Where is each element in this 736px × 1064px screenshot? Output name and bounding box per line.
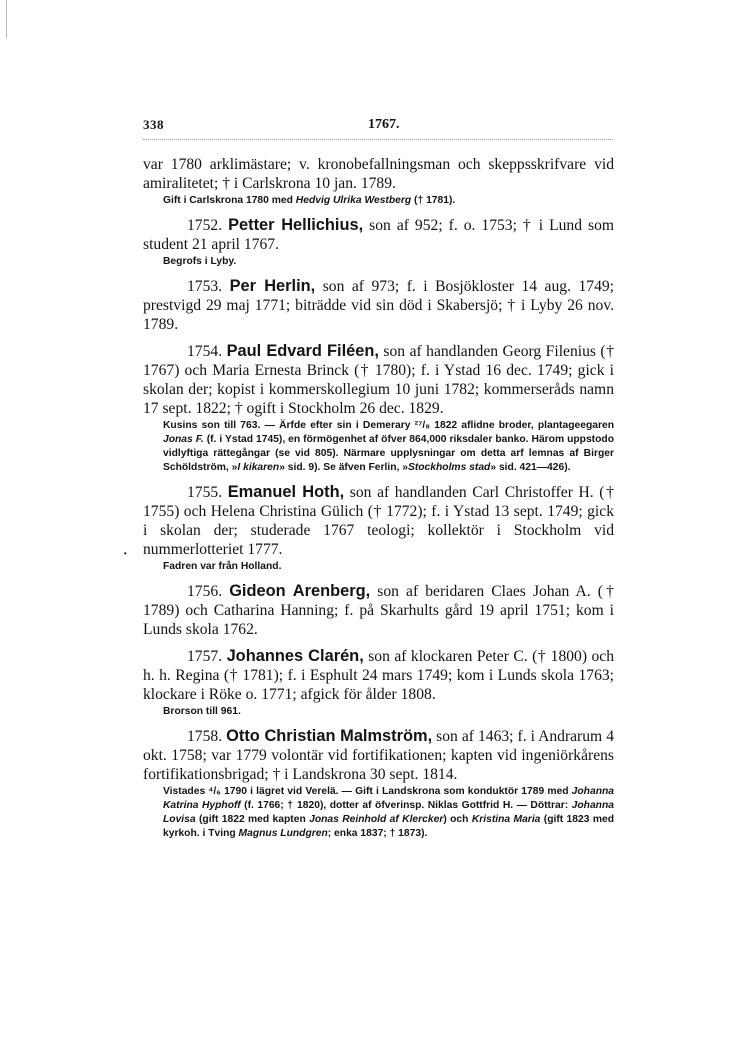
- entry-1758: [143, 727, 614, 841]
- entry-text: son af beridaren Claes Johan A. († 1789) och Catharina Hanning; f. på Skarhults gård 19 april 1751; kom i Lunds skola 1762.: [143, 583, 614, 638]
- entry-text: son af 973; f. i Bosjökloster 14 aug. 1749; prestvigd 29 maj 1771; biträdde vid sin död i Skabersjö; † i Lyby 26 nov. 1789.: [143, 278, 614, 333]
- page-header: [143, 117, 613, 137]
- entry-name: Johannes Clarén,: [226, 647, 364, 665]
- entry-1754: [143, 342, 614, 475]
- entry-1755: [143, 483, 614, 574]
- entry-note: Begrofs i Lyby.: [163, 256, 237, 267]
- entry-number: 1752.: [187, 217, 223, 234]
- entry-text: son af handlanden Carl Christoffer H. († 1755) och Helena Christina Gülich († 1772); f. i Ystad 13 sept. 1749; gick i skolan der; studerade 1767 teologi; kollektör i Stockholm vid nummerlotteriet 1777.: [143, 484, 614, 558]
- page-number: 338: [143, 117, 164, 132]
- entry-name: Otto Christian Malmström,: [226, 727, 433, 745]
- entry-name: Gideon Arenberg,: [229, 582, 371, 600]
- entry-text: son af klockaren Peter C. († 1800) och h. h. Regina († 1781); f. i Esphult 24 mars 1749; kom i Lunds skola 1763; klockare i Röke o. 1771; afgick för ålder 1808.: [143, 648, 615, 703]
- entry-1753: [143, 277, 614, 334]
- entry-number: 1758.: [187, 728, 223, 745]
- entry-name: Petter Hellichius,: [228, 216, 364, 234]
- entry-number: 1753.: [187, 278, 223, 295]
- header-rule: [143, 139, 613, 140]
- entry-name: Paul Edvard Filéen,: [226, 342, 379, 360]
- running-year-heading: 1767.: [368, 117, 400, 132]
- entry-number: 1757.: [187, 648, 223, 665]
- entry-number: 1755.: [187, 484, 223, 501]
- margin-dot: ·: [123, 547, 128, 562]
- entry-note: Brorson till 961.: [163, 706, 241, 717]
- scan-margin-mark: [6, 0, 7, 38]
- entry-number: 1754.: [187, 343, 223, 360]
- entry-continuation: [143, 155, 614, 208]
- entry-note: Kusins son till 763. — Ärfde efter sin i Demerary ²⁷/₈ 1822 aflidne broder, plantageegaren Jonas F. (f. i Ystad 1745), en förmögenhet af öfver 864,000 riksdaler banko. Härom uppstodo vidlyftiga rättegångar (se vid 805). Närmare upplysningar om detta arf lemnas af Birger Schöldström, »I kikaren» sid. 9). Se äfven Ferlin, »Stockholms stad» sid. 421—426).: [163, 420, 614, 473]
- entry-note: Fadren var från Holland.: [163, 561, 282, 572]
- entry-1757: [143, 647, 614, 719]
- entry-text: son af handlanden Georg Filenius († 1767) och Maria Ernesta Brinck († 1780); f. i Ystad 16 dec. 1749; gick i skolan der; kopist i kommerskollegium 10 juni 1782; kommerseråds namn 17 sept. 1822; † ogift i Stockholm 26 dec. 1829.: [143, 343, 614, 417]
- entry-text: son af 1463; f. i Andrarum 4 okt. 1758; var 1779 volontär vid fortifikationen; kapten vid ingeniörkårens fortifikationsbrigad; † i Landskrona 30 sept. 1814.: [143, 728, 614, 783]
- entry-number: 1756.: [187, 583, 223, 600]
- text-column: [143, 155, 614, 841]
- entry-text: son af 952; f. o. 1753; † i Lund som student 21 april 1767.: [143, 217, 614, 253]
- entry-name: Per Herlin,: [229, 277, 316, 295]
- entry-1752: [143, 216, 614, 269]
- entry-1756: [143, 582, 614, 639]
- entry-note: Gift i Carlskrona 1780 med Hedvig Ulrika Westberg († 1781).: [163, 195, 456, 206]
- entry-text: var 1780 arklimästare; v. kronobefallningsman och skeppsskrifvare vid amiralitetet; † i Carlskrona 10 jan. 1789.: [143, 156, 614, 192]
- entry-note: Vistades ⁴/₆ 1790 i lägret vid Verelä. — Gift i Landskrona som konduktör 1789 med Johanna Katrina Hyphoff (f. 1766; † 1820), dotter af öfverinsp. Niklas Gottfrid H. — Döttrar: Johanna Lovisa (gift 1822 med kapten Jonas Reinhold af Klercker) och Kristina Maria (gift 1823 med kyrkoh. i Tving Magnus Lundgren; enka 1837; † 1873).: [163, 786, 614, 839]
- entry-name: Emanuel Hoth,: [227, 483, 345, 501]
